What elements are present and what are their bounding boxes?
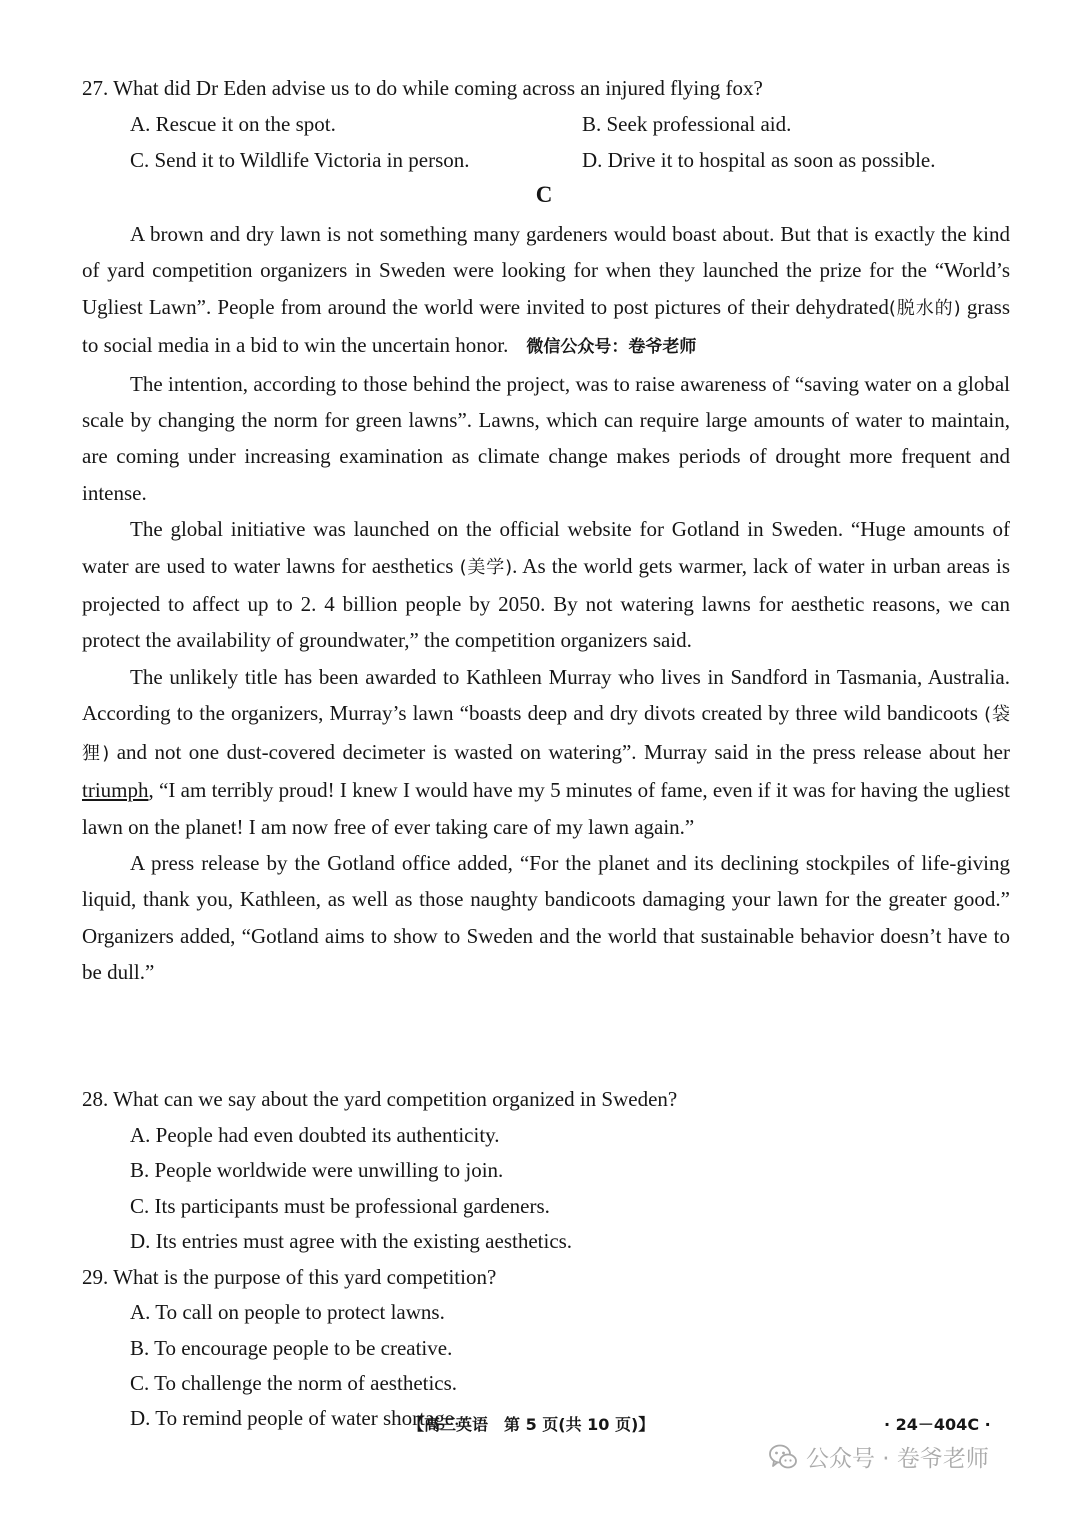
question-29-option-b: B. To encourage people to be creative. [130,1336,453,1360]
inline-wechat-account: 微信公众号：卷爷老师 [526,337,697,358]
paragraph-3-text-a: The global initiative was launched on the official website for Gotland in Sweden. “Huge amounts of water are used to water lawns for aesthetics [82,517,1010,578]
wechat-watermark [768,1440,989,1473]
question-28-option-d: D. Its entries must agree with the existing aesthetics. [130,1229,573,1253]
question-27-option-b: B. Seek professional aid. [582,112,792,136]
section-c-title: C [535,182,553,207]
paragraph-4-gloss: (袋狸) [82,704,1011,764]
paragraph-1-text-a: A brown and dry lawn is not something many gardeners would boast about. But that is exactly the kind of yard competition organizers in Sweden were looking for when they launched the prize for the “World’s Ugliest Lawn”. People from around the world were invited to post pictures of their dehydrated [82,222,1010,319]
passage-paragraph-1 [82,216,1010,366]
paper-code: · 24－404C · [884,1415,991,1434]
question-29-option-d: D. To remind people of water shortage. [130,1406,460,1430]
question-28-option-a: A. People had even doubted its authenticity. [130,1123,500,1147]
paragraph-4-text-b: and not one dust-covered decimeter is wasted on watering”. Murray said in the press release about her [116,739,1010,764]
passage-paragraph-3 [82,511,1010,659]
underlined-word-triumph: triumph [82,778,149,803]
question-28-stem: 28. What can we say about the yard competition organized in Sweden? [82,1087,678,1111]
passage-paragraph-2: The intention, according to those behind the project, was to raise awareness of “saving water on a global scale by changing the norm for green lawns”. Lawns, which can require large amounts of water to maintain, are coming under increasing examination as climate change makes periods of drought more frequent and intense. [82,371,1010,505]
wechat-icon [768,1442,798,1472]
question-29-option-a: A. To call on people to protect lawns. [130,1300,445,1324]
paragraph-1-text-b: grass to social media in a bid to win the uncertain honor. [82,294,1011,358]
question-29-option-c: C. To challenge the norm of aesthetics. [130,1371,458,1395]
question-28-option-b: B. People worldwide were unwilling to join. [130,1158,504,1182]
passage-c [82,216,1010,991]
question-29-stem: 29. What is the purpose of this yard competition? [82,1265,497,1289]
passage-paragraph-4 [82,659,1010,845]
question-27-option-a: A. Rescue it on the spot. [130,112,336,136]
paragraph-4-text-c: , “I am terribly proud! I knew I would have my 5 minutes of fame, even if it was for having the ugliest lawn on the planet! I am now free of ever taking care of my lawn again.” [82,778,1010,839]
paragraph-3-text-b: . As the world gets warmer, lack of water in urban areas is projected to affect up to 2. 4 billion people by 2050. By not watering lawns for aesthetic reasons, we can protect the availability of groundwater,” the competition organizers said. [82,553,1011,653]
watermark-text: 公众号 · 卷爷老师 [806,1446,989,1472]
page-footer: 【高三英语 第 5 页(共 10 页)】 [408,1415,655,1434]
paragraph-1-gloss: (脱水的) [888,297,961,319]
question-27-option-c: C. Send it to Wildlife Victoria in person. [130,148,470,172]
question-27-stem: 27. What did Dr Eden advise us to do while coming across an injured flying fox? [82,76,763,100]
paragraph-4-text-a: The unlikely title has been awarded to Kathleen Murray who lives in Sandford in Tasmania, Australia. According to the organizers, Murray’s lawn “boasts deep and dry divots created by three wild bandicoots [82,664,1010,726]
paragraph-3-gloss: (美学) [459,556,513,578]
passage-paragraph-5: A press release by the Gotland office added, “For the planet and its declining stockpiles of life-giving liquid, thank you, Kathleen, as well as those naughty bandicoots damaging your lawn for the greater good.” Organizers added, “Gotland aims to show to Sweden and the world that sustainable behavior doesn’t have to be dull.” [82,850,1010,985]
question-28-option-c: C. Its participants must be professional gardeners. [130,1194,550,1218]
question-27-option-d: D. Drive it to hospital as soon as possible. [582,148,936,172]
